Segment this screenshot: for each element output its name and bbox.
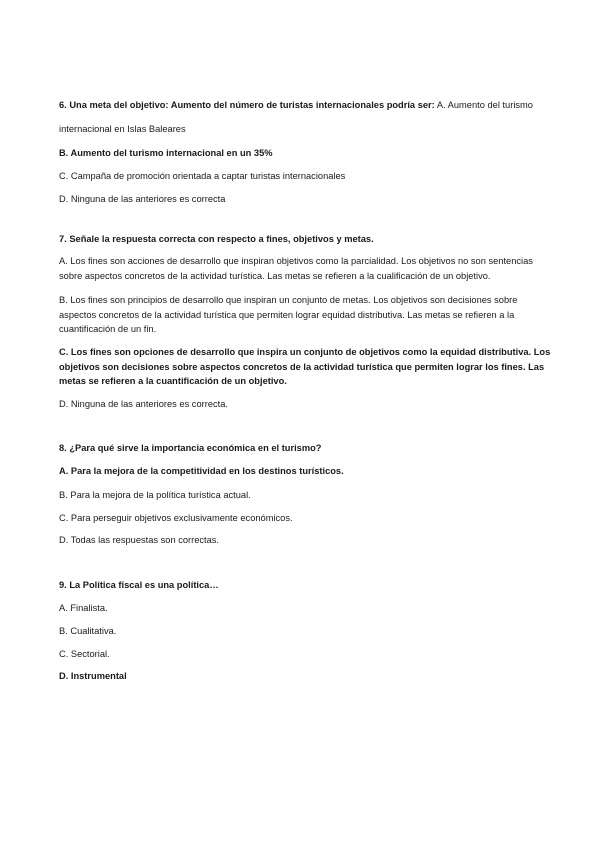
q7-option-a-line1: A. Los fines son acciones de desarrollo que inspiran objetivos como la parcialidad. Los objetivos no son sentencias: [59, 256, 533, 266]
q6-option-b: B. Aumento del turismo internacional en un 35%: [59, 148, 273, 158]
q9-option-c: C. Sectorial.: [59, 649, 110, 659]
q8-option-c: C. Para perseguir objetivos exclusivamente económicos.: [59, 513, 293, 523]
q9-option-a: A. Finalista.: [59, 603, 108, 613]
q8-option-b: B. Para la mejora de la política turística actual.: [59, 490, 251, 500]
q7-option-d: D. Ninguna de las anteriores es correcta.: [59, 399, 228, 409]
q7-option-a-line2: sobre aspectos concretos de la actividad turística. Las metas se refieren a la cualificación de un objetivo.: [59, 271, 491, 281]
q6-question: 6. Una meta del objetivo: Aumento del número de turistas internacionales podría ser:: [59, 100, 435, 110]
q7-question: 7. Señale la respuesta correcta con respecto a fines, objetivos y metas.: [59, 234, 374, 244]
q8-option-d: D. Todas las respuestas son correctas.: [59, 535, 220, 545]
q6-option-c: C. Campaña de promoción orientada a captar turistas internacionales: [59, 171, 346, 181]
q6-question-line: [59, 98, 569, 113]
q7-option-b-line3: cuantificación de un fin.: [59, 324, 157, 334]
q7-option-b-line2: aspectos concretos de la actividad turística que permiten lograr equidad distributiva. Las metas se refieren a la: [59, 310, 515, 320]
q7-option-c-line2: objetivos son decisiones sobre aspectos concretos de la actividad turística que permiten lograr los fines. Las: [59, 362, 545, 372]
q9-option-b: B. Cualitativa.: [59, 626, 117, 636]
q6-option-d: D. Ninguna de las anteriores es correcta: [59, 194, 226, 204]
q6-option-a-cont: internacional en Islas Baleares: [59, 124, 186, 134]
q8-question: 8. ¿Para qué sirve la importancia económica en el turismo?: [59, 443, 322, 453]
q7-option-b-line1: B. Los fines son principios de desarrollo que inspiran un conjunto de metas. Los objetivos son decisiones sobre: [59, 295, 518, 305]
q7-option-c-line3: metas se refieren a la cuantificación de un objetivo.: [59, 376, 287, 386]
q9-question: 9. La Política fiscal es una política…: [59, 580, 219, 590]
q7-option-c-line1: C. Los fines son opciones de desarrollo que inspira un conjunto de objetivos como la equidad distributiva. Los: [59, 347, 551, 357]
q8-option-a: A. Para la mejora de la competitividad en los destinos turísticos.: [59, 466, 344, 476]
q6-option-a: A. Aumento del turismo: [436, 100, 533, 110]
q9-option-d: D. Instrumental: [59, 671, 127, 681]
